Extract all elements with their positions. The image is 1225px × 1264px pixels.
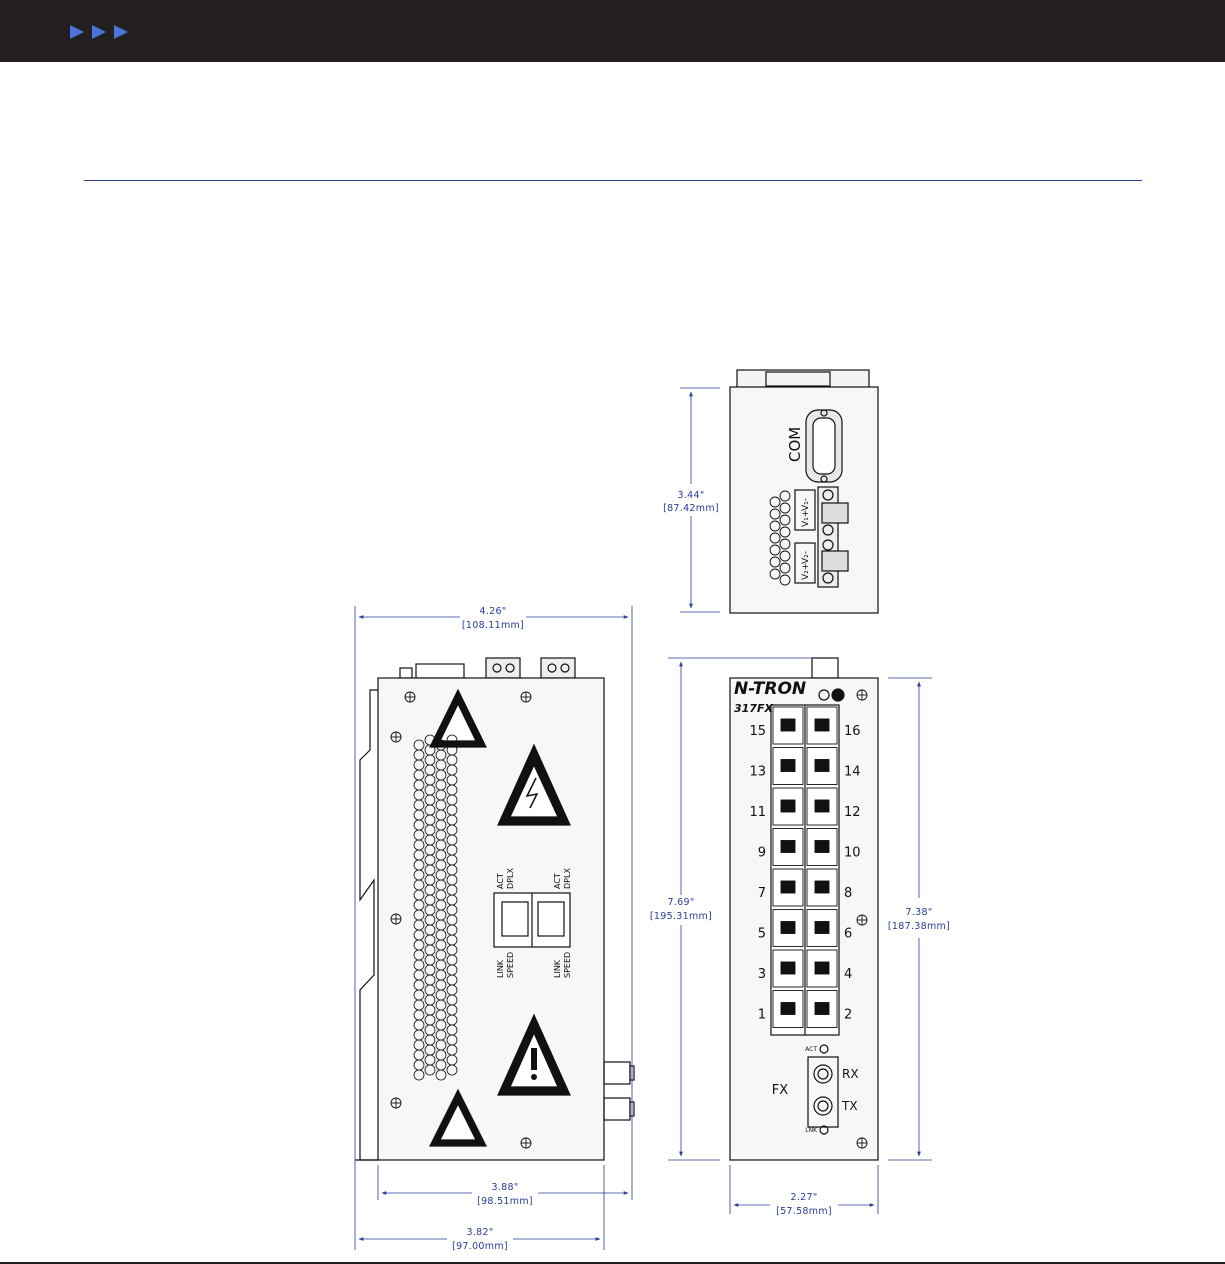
side-view: [355, 658, 634, 1160]
side-link-1: LINK: [496, 959, 505, 978]
port-label-right: 8: [844, 886, 853, 901]
port-contacts: [781, 1003, 795, 1015]
side-dplx-1: DPLX: [506, 868, 515, 889]
port-label-left: 1: [757, 1007, 766, 1023]
port-contacts: [815, 760, 829, 772]
dim-top-height-in: 3.44": [677, 490, 705, 501]
v1-minus-label: V₁-: [801, 497, 811, 511]
side-link-2: LINK: [553, 959, 562, 978]
port-contacts: [815, 922, 829, 934]
model-label: 317FX: [734, 702, 773, 715]
port-label-left: 15: [749, 724, 766, 739]
tx-label: TX: [842, 1099, 858, 1113]
rx-label: RX: [842, 1067, 859, 1081]
brand-logo: N-TRON: [734, 679, 807, 699]
port-contacts: [815, 719, 829, 731]
side-act-2: ACT: [553, 873, 562, 889]
port-label-right: 2: [844, 1007, 853, 1023]
port-label-left: 7: [757, 886, 766, 901]
port-contacts: [815, 881, 829, 893]
port-label-right: 12: [844, 805, 861, 820]
fx-act-label: ACT: [805, 1046, 817, 1053]
dim-side-width-mm: [108.11mm]: [461, 620, 525, 631]
dim-side-base-in: 3.82": [466, 1227, 494, 1238]
port-label-left: 9: [757, 845, 766, 861]
port-contacts: [815, 841, 829, 853]
port-label-left: 13: [749, 764, 766, 780]
dim-front-total-mm: [195.31mm]: [649, 911, 713, 922]
v1-plus-label: V₁+: [801, 509, 811, 527]
port-contacts: [781, 962, 795, 974]
port-contacts: [781, 881, 795, 893]
v2-minus-label: V₂-: [801, 550, 811, 564]
port-label-right: 16: [844, 724, 861, 739]
port-label-right: 14: [844, 764, 861, 780]
port-contacts: [781, 800, 795, 812]
port-contacts: [815, 962, 829, 974]
port-label-right: 6: [844, 926, 853, 942]
dim-front-total-in: 7.69": [667, 897, 695, 908]
port-label-right: 4: [844, 967, 853, 982]
fx-label: FX: [771, 1083, 789, 1098]
dim-side-base-mm: [97.00mm]: [452, 1241, 508, 1252]
side-speed-1: SPEED: [506, 951, 515, 978]
port-contacts: [815, 1003, 829, 1015]
port-contacts: [781, 719, 795, 731]
side-dplx-2: DPLX: [563, 868, 572, 889]
port-label-left: 5: [757, 926, 766, 942]
dim-front-body-in: 7.38": [905, 907, 933, 918]
port-contacts: [781, 760, 795, 772]
com-label: COM: [786, 426, 804, 462]
triple-play-arrows-icon: [70, 25, 128, 39]
side-act-1: ACT: [496, 873, 505, 889]
dim-front-body-mm: [187.38mm]: [887, 921, 951, 932]
dim-top-height-mm: [87.42mm]: [663, 503, 719, 514]
dim-front-width-mm: [57.58mm]: [776, 1206, 832, 1217]
port-label-right: 10: [844, 845, 861, 861]
fx-lnk-label: LNK: [805, 1127, 817, 1134]
dim-side-body-mm: [98.51mm]: [477, 1196, 533, 1207]
port-contacts: [815, 800, 829, 812]
port-contacts: [781, 841, 795, 853]
dim-side-width-in: 4.26": [479, 606, 507, 617]
v2-plus-label: V₂+: [801, 562, 811, 580]
side-speed-2: SPEED: [563, 951, 572, 978]
port-label-left: 3: [757, 967, 766, 982]
port-contacts: [781, 922, 795, 934]
dim-side-body-in: 3.88": [491, 1182, 519, 1193]
port-label-left: 11: [749, 805, 766, 820]
dim-front-width-in: 2.27": [790, 1192, 818, 1203]
